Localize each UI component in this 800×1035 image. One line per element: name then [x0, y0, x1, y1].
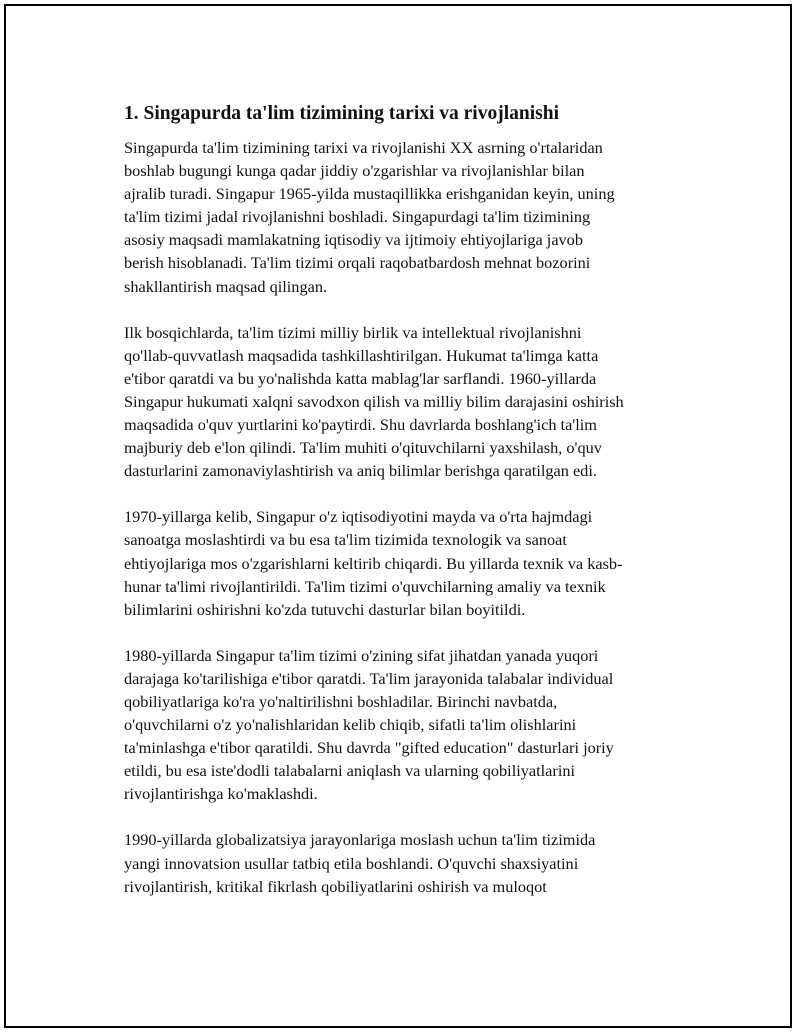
text-line: Singapur hukumati xalqni savodxon qilish va milliy bilim darajasini oshirish — [124, 391, 624, 411]
text-line: rivojlantirishga ko'maklashdi. — [124, 784, 318, 804]
text-line: Ilk bosqichlarda, ta'lim tizimi milliy birlik va intellektual rivojlanishni — [124, 322, 582, 342]
text-line: 1980-yillarda Singapur ta'lim tizimi o'zining sifat jihatdan yanada yuqori — [124, 645, 599, 665]
page-border — [4, 4, 792, 1028]
text-line: darajaga ko'tarilishiga e'tibor qaratdi. Ta'lim jarayonida talabalar individual — [124, 668, 614, 688]
paragraph-4 — [124, 644, 696, 806]
text-line: hunar ta'limi rivojlantirildi. Ta'lim tizimi o'quvchilarning amaliy va texnik — [124, 576, 606, 596]
text-line: ta'lim tizimi jadal rivojlanishni boshladi. Singapurdagi ta'lim tizimining — [124, 207, 591, 227]
paragraph-2 — [124, 321, 696, 483]
text-line: e'tibor qaratdi va bu yo'nalishda katta mablag'lar sarflandi. 1960-yillarda — [124, 368, 597, 388]
paragraph-5 — [124, 828, 696, 897]
section-heading: 1. Singapurda ta'lim tizimining tarixi va rivojlanishi — [124, 103, 559, 124]
text-line: ajralib turadi. Singapur 1965-yilda mustaqillikka erishganidan keyin, uning — [124, 184, 615, 204]
text-line: sanoatga moslashtirdi va bu esa ta'lim tizimida texnologik va sanoat — [124, 530, 567, 550]
text-line: 1990-yillarda globalizatsiya jarayonlariga moslash uchun ta'lim tizimida — [124, 830, 596, 850]
text-line: yangi innovatsion usullar tatbiq etila boshlandi. O'quvchi shaxsiyatini — [124, 853, 579, 873]
document-body — [124, 102, 696, 921]
text-line: boshlab bugungi kunga qadar jiddiy o'zgarishlar va rivojlanishlar bilan — [124, 161, 585, 181]
text-line: o'quvchilarni o'z yo'nalishlaridan kelib chiqib, sifatli ta'lim olishlarini — [124, 715, 577, 735]
text-line: ehtiyojlariga mos o'zgarishlarni keltirib chiqardi. Bu yillarda texnik va kasb- — [124, 553, 623, 573]
paragraph-3 — [124, 505, 696, 620]
text-line: qo'llab-quvvatlash maqsadida tashkillashtirilgan. Hukumat ta'limga katta — [124, 345, 599, 365]
text-line: rivojlantirish, kritikal fikrlash qobiliyatlarini oshirish va muloqot — [124, 876, 547, 896]
text-line: bilimlarini oshirishni ko'zda tutuvchi dasturlar bilan boyitildi. — [124, 599, 526, 619]
text-line: maqsadida o'quv yurtlarini ko'paytirdi. Shu davrlarda boshlang'ich ta'lim — [124, 415, 597, 435]
paragraph-1 — [124, 136, 696, 298]
text-line: majburiy deb e'lon qilindi. Ta'lim muhiti o'qituvchilarni yaxshilash, o'quv — [124, 438, 602, 458]
text-line: qobiliyatlariga ko'ra yo'naltirilishni boshladilar. Birinchi navbatda, — [124, 691, 558, 711]
text-line: dasturlarini zamonaviylashtirish va aniq bilimlar berishga qaratilgan edi. — [124, 461, 597, 481]
text-line: ta'minlashga e'tibor qaratildi. Shu davrda "gifted education" dasturlari joriy — [124, 738, 614, 758]
text-line: Singapurda ta'lim tizimining tarixi va rivojlanishi XX asrning o'rtalaridan — [124, 138, 603, 157]
text-line: shakllantirish maqsad qilingan. — [124, 276, 328, 296]
text-line: 1970-yillarga kelib, Singapur o'z iqtisodiyotini mayda va o'rta hajmdagi — [124, 507, 593, 527]
text-line: berish hisoblanadi. Ta'lim tizimi orqali raqobatbardosh mehnat bozorini — [124, 253, 591, 273]
text-line: asosiy maqsadi mamlakatning iqtisodiy va ijtimoiy ehtiyojlariga javob — [124, 230, 583, 250]
text-line: etildi, bu esa iste'dodli talabalarni aniqlash va ularning qobiliyatlarini — [124, 761, 576, 781]
